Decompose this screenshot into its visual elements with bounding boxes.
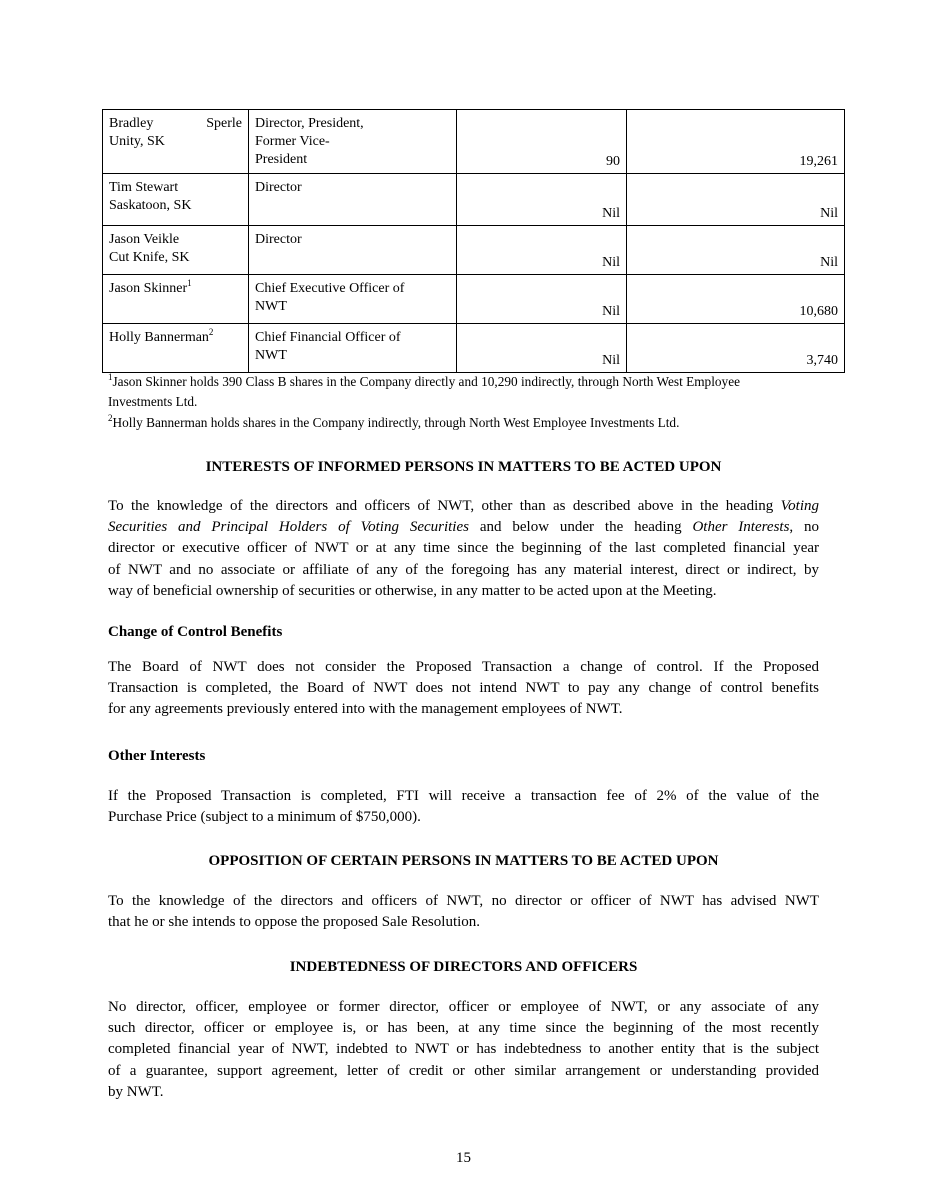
footnote-1 xyxy=(108,372,828,412)
section-heading-indebtedness: INDEBTEDNESS OF DIRECTORS AND OFFICERS xyxy=(289,959,638,975)
value-cell: Nil xyxy=(457,174,627,226)
table-row xyxy=(103,226,845,275)
text-line: To the knowledge of the directors and officers of NWT, no director or officer of NWT has advised NWT xyxy=(108,893,819,909)
position-line: Director xyxy=(255,232,302,247)
table-row xyxy=(103,275,845,324)
text-line: for any agreements previously entered into with the management employees of NWT. xyxy=(108,701,623,718)
text-line: director or executive officer of NWT or at any time since the beginning of the last completed financial year xyxy=(108,540,819,557)
paragraph-interests xyxy=(108,496,819,602)
position-line: Former Vice- xyxy=(255,134,330,149)
position-line: President xyxy=(255,152,308,167)
footnote-mark: 1 xyxy=(108,372,113,382)
text-line: of a guarantee, support agreement, letter of credit or other similar arrangement or understanding provided xyxy=(108,1062,819,1079)
position-cell xyxy=(249,226,457,275)
text-line: Securities and Principal Holders of Voting Securities and below under the heading Other Interests, no xyxy=(108,519,820,536)
table-row xyxy=(103,110,845,174)
position-cell xyxy=(249,275,457,324)
value-cell: Nil xyxy=(457,324,627,373)
text-line: Transaction is completed, the Board of NWT does not intend NWT to pay any change of control benefits xyxy=(108,680,819,697)
table-row xyxy=(103,174,845,226)
value-cell: 3,740 xyxy=(627,324,845,373)
position-line: Director, President, xyxy=(255,116,364,131)
text-line: No director, officer, employee or former director, officer or employee of NWT, or any associate of any xyxy=(108,999,819,1015)
text-line: To the knowledge of the directors and officers of NWT, other than as described above in the heading Voting xyxy=(108,498,820,514)
subheading-other-interests: Other Interests xyxy=(108,748,206,764)
position-line: Chief Financial Officer of xyxy=(255,330,401,345)
position-cell xyxy=(249,110,457,174)
page-number: 15 xyxy=(456,1150,471,1166)
paragraph-change-of-control xyxy=(108,657,819,721)
section-heading-interests: INTERESTS OF INFORMED PERSONS IN MATTERS TO BE ACTED UPON xyxy=(205,459,722,475)
holder-name: Jason Skinner xyxy=(109,281,188,296)
value-cell: 19,261 xyxy=(627,110,845,174)
name-cell xyxy=(103,174,249,226)
holder-last-name: Sperle xyxy=(206,116,242,131)
text-line: of NWT and no associate or affiliate of any of the foregoing has any material interest, direct or indirect, by xyxy=(108,561,819,578)
subheading-change-of-control: Change of Control Benefits xyxy=(108,624,283,640)
paragraph-indebtedness xyxy=(108,997,819,1103)
text-line: by NWT. xyxy=(108,1083,164,1100)
name-cell xyxy=(103,110,249,174)
footnote-ref: 2 xyxy=(208,327,214,337)
text-line: If the Proposed Transaction is completed, FTI will receive a transaction fee of 2% of the value of the xyxy=(108,788,819,804)
footnote-text: Jason Skinner holds 390 Class B shares in the Company directly and 10,290 indirectly, through North West Employee xyxy=(112,374,740,389)
position-line: NWT xyxy=(255,348,287,363)
value-cell: 10,680 xyxy=(627,275,845,324)
text-line: Purchase Price (subject to a minimum of $750,000). xyxy=(108,809,421,826)
value-cell: Nil xyxy=(627,174,845,226)
holder-name: Tim Stewart xyxy=(109,180,179,195)
text-line: way of beneficial ownership of securities or otherwise, in any matter to be acted upon at the Meeting. xyxy=(108,582,717,599)
position-cell xyxy=(249,324,457,373)
footnote-ref: 1 xyxy=(187,278,192,288)
position-line: Director xyxy=(255,180,302,195)
footnote-text: Holly Bannerman holds shares in the Company indirectly, through North West Employee Investments Ltd. xyxy=(112,415,680,430)
holder-name: Holly Bannerman xyxy=(109,330,209,345)
footnote-text: Investments Ltd. xyxy=(108,394,198,409)
position-line: NWT xyxy=(255,299,287,314)
name-cell xyxy=(103,226,249,275)
text-line: completed financial year of NWT, indebted to NWT or has indebtedness to another entity that is the subject xyxy=(108,1041,819,1058)
paragraph-other-interests xyxy=(108,786,819,828)
holder-location: Unity, SK xyxy=(109,134,165,149)
value-cell: Nil xyxy=(457,275,627,324)
footnote-mark: 2 xyxy=(108,413,113,423)
position-line: Chief Executive Officer of xyxy=(255,281,405,296)
name-cell xyxy=(103,324,249,373)
footnote-2 xyxy=(108,413,828,433)
value-cell: 90 xyxy=(457,110,627,174)
name-cell xyxy=(103,275,249,324)
section-heading-opposition: OPPOSITION OF CERTAIN PERSONS IN MATTERS TO BE ACTED UPON xyxy=(208,853,719,869)
value-cell: Nil xyxy=(627,226,845,275)
value-cell: Nil xyxy=(457,226,627,275)
text-line: that he or she intends to oppose the proposed Sale Resolution. xyxy=(108,914,481,931)
holder-location: Saskatoon, SK xyxy=(109,198,192,213)
position-cell xyxy=(249,174,457,226)
text-line: The Board of NWT does not consider the Proposed Transaction a change of control. If the Proposed xyxy=(108,659,819,675)
table-row xyxy=(103,324,845,373)
holder-location: Cut Knife, SK xyxy=(109,250,190,265)
holder-first-name: Bradley xyxy=(109,116,154,131)
text-line: such director, officer or employee is, or has been, at any time since the beginning of the most recently xyxy=(108,1020,819,1037)
shareholdings-table xyxy=(102,109,845,373)
holder-name: Jason Veikle xyxy=(109,232,180,247)
paragraph-opposition xyxy=(108,891,819,933)
